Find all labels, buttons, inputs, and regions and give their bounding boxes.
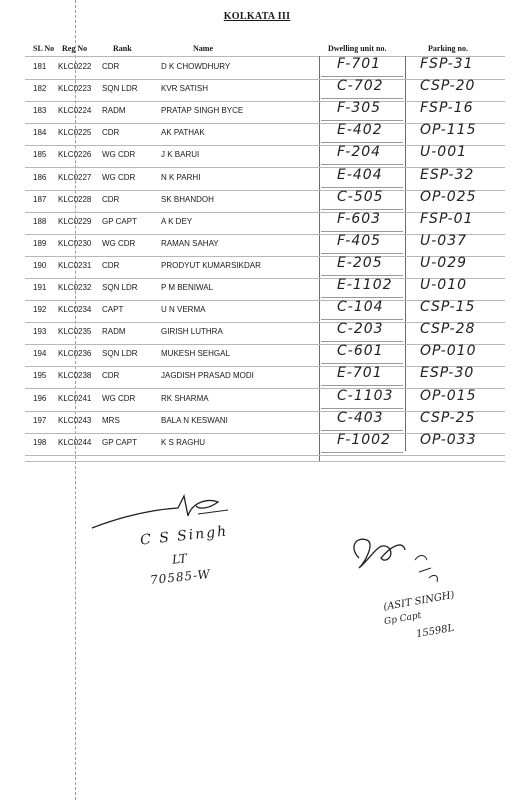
cell-parking-no: CSP-15 <box>420 299 476 316</box>
cell-reg-no: KLC0236 <box>58 349 92 359</box>
cell-sl: 194 <box>33 349 47 359</box>
cell-name: PRODYUT KUMARSIKDAR <box>161 260 261 270</box>
cell-rank: RADM <box>102 327 126 337</box>
table-row <box>25 190 505 212</box>
cell-sl: 197 <box>33 415 47 425</box>
cell-reg-no: KLC0226 <box>58 150 92 160</box>
cell-name: RK SHARMA <box>161 393 209 403</box>
cell-parking-no: OP-025 <box>420 188 477 205</box>
table-row <box>25 57 505 79</box>
cell-name: BALA N KESWANI <box>161 415 228 425</box>
cell-dwelling-unit: F-701 <box>337 56 382 72</box>
document-title: KOLKATA III <box>223 11 291 22</box>
cell-reg-no: KLC0244 <box>58 437 92 447</box>
cell-name: AK PATHAK <box>161 128 205 138</box>
cell-reg-no: KLC0225 <box>58 128 92 138</box>
cell-sl: 196 <box>33 393 47 403</box>
cell-reg-no: KLC0243 <box>58 415 92 425</box>
cell-parking-no: U-001 <box>420 144 468 161</box>
cell-reg-no: KLC0227 <box>58 172 92 182</box>
cell-reg-no: KLC0228 <box>58 194 92 204</box>
cell-reg-no: KLC0222 <box>58 62 92 71</box>
cell-dwelling-unit: E-402 <box>337 122 383 139</box>
signature-scribble-right <box>345 528 465 600</box>
column-header-name: Name <box>193 44 213 53</box>
column-header-sl: SL No <box>33 44 55 53</box>
cell-dwelling-unit: F-1002 <box>337 431 391 448</box>
signature-right-rank: Gp Capt <box>383 610 423 628</box>
cell-dwelling-unit: F-603 <box>337 210 382 227</box>
table-row <box>25 256 505 278</box>
cell-sl: 188 <box>33 216 47 226</box>
cell-dwelling-unit: F-305 <box>337 100 382 117</box>
cell-reg-no: KLC0238 <box>58 371 92 381</box>
row-rule <box>25 455 505 456</box>
table-row <box>25 278 505 300</box>
cell-dwelling-unit: C-505 <box>337 188 384 205</box>
table-row <box>25 101 505 123</box>
cell-name: JAGDISH PRASAD MODI <box>161 371 254 381</box>
cell-dwelling-unit: C-1103 <box>337 387 394 404</box>
cell-sl: 198 <box>33 437 47 447</box>
cell-sl: 186 <box>33 172 47 182</box>
cell-rank: WG CDR <box>102 238 136 248</box>
signature-right-number: 15598L <box>415 622 456 641</box>
cell-sl: 187 <box>33 194 47 204</box>
cell-parking-no: ESP-30 <box>420 365 475 382</box>
cell-sl: 195 <box>33 371 47 381</box>
cell-reg-no: KLC0232 <box>58 283 92 292</box>
cell-dwelling-unit: C-203 <box>337 321 384 338</box>
cell-parking-no: CSP-20 <box>420 78 476 95</box>
cell-name: MUKESH SEHGAL <box>161 349 230 359</box>
table-row <box>25 168 505 190</box>
cell-parking-no: FSP-16 <box>420 100 474 117</box>
cell-sl: 185 <box>33 150 47 160</box>
signature-left-name: C S Singh <box>139 523 229 549</box>
cell-parking-no: OP-033 <box>420 431 477 448</box>
signature-right-name: (ASIT SINGH) <box>382 589 456 614</box>
cell-sl: 189 <box>33 238 47 248</box>
cell-sl: 182 <box>33 84 47 94</box>
table-row <box>25 389 505 411</box>
cell-parking-no: U-010 <box>420 277 468 293</box>
table-row <box>25 123 505 145</box>
table-row <box>25 366 505 388</box>
cell-parking-no: FSP-31 <box>420 56 474 72</box>
cell-reg-no: KLC0235 <box>58 327 92 337</box>
cell-parking-no: OP-010 <box>420 343 477 360</box>
cell-name: N K PARHI <box>161 172 201 182</box>
cell-rank: RADM <box>102 106 126 116</box>
cell-rank: CDR <box>102 194 120 204</box>
table-row <box>25 145 505 167</box>
table-row <box>25 433 505 455</box>
cell-reg-no: KLC0224 <box>58 106 92 116</box>
cell-parking-no: ESP-32 <box>420 166 475 183</box>
cell-name: K S RAGHU <box>161 437 206 447</box>
cell-reg-no: KLC0223 <box>58 84 92 94</box>
cell-dwelling-unit: C-403 <box>337 409 384 426</box>
cell-name: A K DEY <box>161 216 193 226</box>
cell-sl: 181 <box>33 62 47 71</box>
cell-rank: CDR <box>102 62 120 71</box>
cell-rank: CDR <box>102 260 120 270</box>
table-row <box>25 234 505 256</box>
cell-parking-no: OP-115 <box>420 122 477 139</box>
cell-dwelling-unit: E-404 <box>337 166 383 183</box>
cell-sl: 193 <box>33 327 47 337</box>
table-bottom-rule <box>25 461 505 462</box>
cell-rank: GP CAPT <box>102 437 137 447</box>
cell-name: P M BENIWAL <box>161 283 214 292</box>
column-header-dwelling: Dwelling unit no. <box>328 44 387 53</box>
column-header-reg: Reg No <box>62 44 88 53</box>
cell-rank: WG CDR <box>102 393 136 403</box>
table-row <box>25 322 505 344</box>
cell-rank: SQN LDR <box>102 84 138 94</box>
cell-dwelling-unit: C-104 <box>337 299 384 316</box>
column-header-parking: Parking no. <box>428 44 469 53</box>
cell-dwelling-unit: E-701 <box>337 365 383 382</box>
signature-left-number: 70585-W <box>149 566 212 588</box>
column-header-rank: Rank <box>113 44 132 53</box>
cell-parking-no: CSP-25 <box>420 409 476 426</box>
cell-sl: 183 <box>33 106 47 116</box>
allotment-table <box>25 56 505 462</box>
cell-reg-no: KLC0234 <box>58 305 92 315</box>
cell-rank: WG CDR <box>102 150 136 160</box>
table-row <box>25 344 505 366</box>
cell-rank: CDR <box>102 371 120 381</box>
cell-reg-no: KLC0230 <box>58 238 92 248</box>
cell-name: U N VERMA <box>161 305 206 315</box>
cell-parking-no: U-029 <box>420 254 468 271</box>
cell-dwelling-unit: C-702 <box>337 78 384 95</box>
cell-reg-no: KLC0231 <box>58 260 92 270</box>
cell-name: PRATAP SINGH BYCE <box>161 106 244 116</box>
cell-reg-no: KLC0241 <box>58 393 92 403</box>
table-row <box>25 79 505 101</box>
cell-rank: MRS <box>102 415 120 425</box>
cell-rank: WG CDR <box>102 172 136 182</box>
cell-name: RAMAN SAHAY <box>161 238 219 248</box>
cell-name: KVR SATISH <box>161 84 208 94</box>
cell-name: GIRISH LUTHRA <box>161 327 223 337</box>
cell-rank: GP CAPT <box>102 216 137 226</box>
cell-parking-no: CSP-28 <box>420 321 476 338</box>
cell-dwelling-unit: E-205 <box>337 254 383 271</box>
cell-dwelling-unit: C-601 <box>337 343 384 360</box>
cell-dwelling-unit: F-405 <box>337 232 382 249</box>
cell-sl: 192 <box>33 305 47 315</box>
cell-name: D K CHOWDHURY <box>161 62 231 71</box>
cell-sl: 191 <box>33 283 47 292</box>
cell-rank: SQN LDR <box>102 283 138 292</box>
cell-rank: SQN LDR <box>102 349 138 359</box>
cell-rank: CAPT <box>102 305 124 315</box>
cell-reg-no: KLC0229 <box>58 216 92 226</box>
cell-sl: 184 <box>33 128 47 138</box>
table-row <box>25 411 505 433</box>
cell-parking-no: U-037 <box>420 232 468 249</box>
cell-dwelling-unit: F-204 <box>337 144 382 161</box>
cell-name: SK BHANDOH <box>161 194 214 204</box>
cell-sl: 190 <box>33 260 47 270</box>
table-row <box>25 300 505 322</box>
cell-dwelling-unit: E-1102 <box>337 277 393 293</box>
table-row <box>25 212 505 234</box>
cell-parking-no: FSP-01 <box>420 210 474 227</box>
cell-rank: CDR <box>102 128 120 138</box>
cell-parking-no: OP-015 <box>420 387 477 404</box>
cell-name: J K BARUI <box>161 150 200 160</box>
signature-left-rank: LT <box>171 551 188 567</box>
